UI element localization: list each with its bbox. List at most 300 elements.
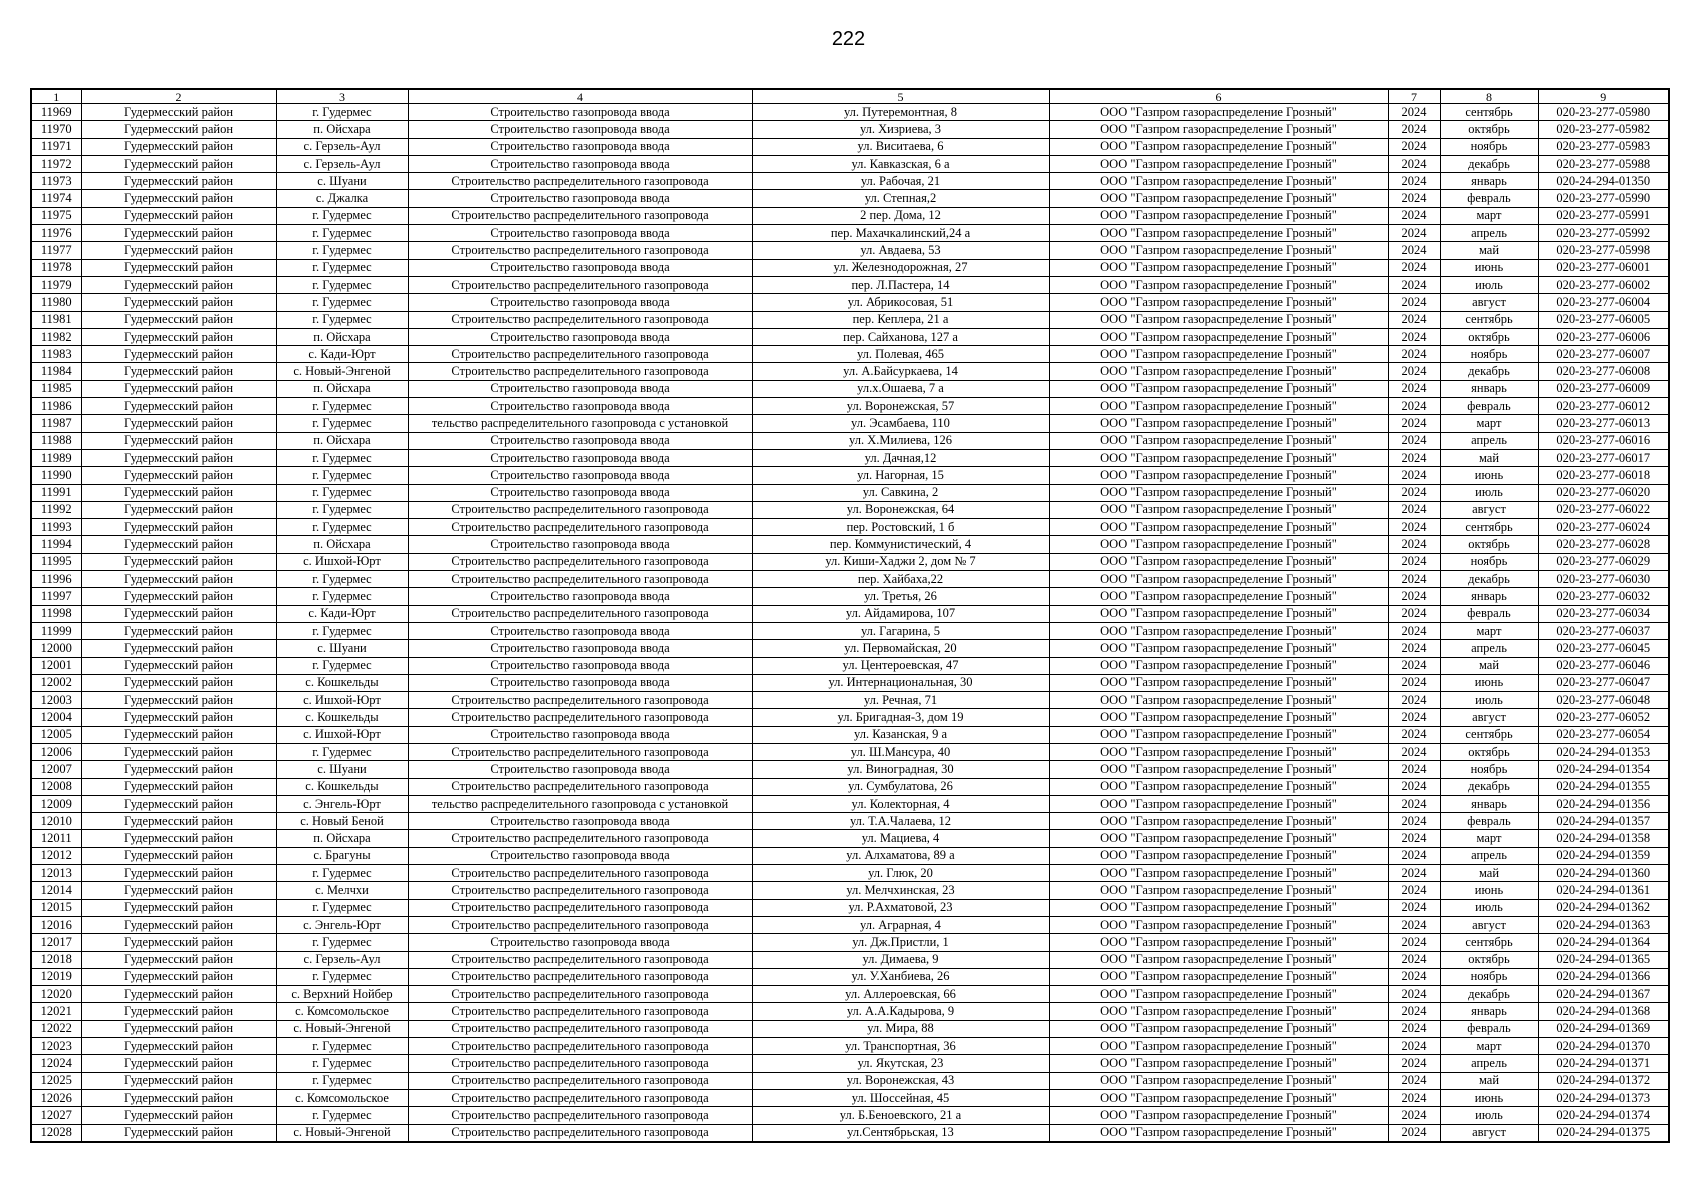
gas-pipeline-registry-table	[30, 88, 1670, 1143]
reference-code-cell: 020-24-294-01366	[1538, 968, 1669, 985]
record-number-cell: 11992	[31, 501, 81, 518]
column-header: 3	[276, 89, 408, 104]
reference-code-cell: 020-23-277-06034	[1538, 605, 1669, 622]
work-type-cell: Строительство распределительного газопровода	[408, 1124, 752, 1142]
organization-cell: ООО "Газпром газораспределение Грозный"	[1049, 571, 1388, 588]
table-row	[31, 242, 1669, 259]
address-cell: ул. Дачная,12	[752, 449, 1049, 466]
record-number-cell: 11980	[31, 294, 81, 311]
month-cell: май	[1440, 865, 1538, 882]
organization-cell: ООО "Газпром газораспределение Грозный"	[1049, 743, 1388, 760]
work-type-cell: Строительство газопровода ввода	[408, 726, 752, 743]
record-number-cell: 11971	[31, 138, 81, 155]
month-cell: июнь	[1440, 882, 1538, 899]
address-cell: ул. Айдамирова, 107	[752, 605, 1049, 622]
record-number-cell: 11988	[31, 432, 81, 449]
settlement-cell: г. Гудермес	[276, 501, 408, 518]
organization-cell: ООО "Газпром газораспределение Грозный"	[1049, 1072, 1388, 1089]
district-cell: Гудермесский район	[81, 571, 276, 588]
district-cell: Гудермесский район	[81, 916, 276, 933]
address-cell: ул. Т.А.Чалаева, 12	[752, 813, 1049, 830]
reference-code-cell: 020-23-277-06001	[1538, 259, 1669, 276]
district-cell: Гудермесский район	[81, 1020, 276, 1037]
year-cell: 2024	[1388, 899, 1440, 916]
district-cell: Гудермесский район	[81, 588, 276, 605]
table-row	[31, 536, 1669, 553]
month-cell: октябрь	[1440, 328, 1538, 345]
district-cell: Гудермесский район	[81, 346, 276, 363]
work-type-cell: Строительство газопровода ввода	[408, 449, 752, 466]
table-row	[31, 138, 1669, 155]
record-number-cell: 11983	[31, 346, 81, 363]
year-cell: 2024	[1388, 986, 1440, 1003]
table-row	[31, 467, 1669, 484]
work-type-cell: Строительство газопровода ввода	[408, 484, 752, 501]
district-cell: Гудермесский район	[81, 173, 276, 190]
organization-cell: ООО "Газпром газораспределение Грозный"	[1049, 553, 1388, 570]
organization-cell: ООО "Газпром газораспределение Грозный"	[1049, 1003, 1388, 1020]
district-cell: Гудермесский район	[81, 778, 276, 795]
settlement-cell: г. Гудермес	[276, 743, 408, 760]
settlement-cell: г. Гудермес	[276, 519, 408, 536]
settlement-cell: с. Новый-Энгеной	[276, 363, 408, 380]
record-number-cell: 11989	[31, 449, 81, 466]
year-cell: 2024	[1388, 1020, 1440, 1037]
settlement-cell: п. Ойсхара	[276, 536, 408, 553]
month-cell: январь	[1440, 1003, 1538, 1020]
year-cell: 2024	[1388, 536, 1440, 553]
settlement-cell: г. Гудермес	[276, 571, 408, 588]
address-cell: ул. Мелчхинская, 23	[752, 882, 1049, 899]
settlement-cell: г. Гудермес	[276, 415, 408, 432]
table-row	[31, 571, 1669, 588]
work-type-cell: Строительство распределительного газопровода	[408, 968, 752, 985]
organization-cell: ООО "Газпром газораспределение Грозный"	[1049, 1038, 1388, 1055]
table-row	[31, 190, 1669, 207]
district-cell: Гудермесский район	[81, 104, 276, 121]
organization-cell: ООО "Газпром газораспределение Грозный"	[1049, 674, 1388, 691]
month-cell: апрель	[1440, 1055, 1538, 1072]
organization-cell: ООО "Газпром газораспределение Грозный"	[1049, 415, 1388, 432]
page-number: 222	[831, 28, 866, 50]
record-number-cell: 12011	[31, 830, 81, 847]
year-cell: 2024	[1388, 743, 1440, 760]
work-type-cell: Строительство газопровода ввода	[408, 432, 752, 449]
year-cell: 2024	[1388, 795, 1440, 812]
table-row	[31, 294, 1669, 311]
reference-code-cell: 020-24-294-01360	[1538, 865, 1669, 882]
settlement-cell: с. Верхний Нойбер	[276, 986, 408, 1003]
year-cell: 2024	[1388, 778, 1440, 795]
table-row	[31, 692, 1669, 709]
address-cell: ул. Х.Милиева, 126	[752, 432, 1049, 449]
organization-cell: ООО "Газпром газораспределение Грозный"	[1049, 986, 1388, 1003]
table-row	[31, 674, 1669, 691]
table-row	[31, 104, 1669, 121]
district-cell: Гудермесский район	[81, 190, 276, 207]
month-cell: июнь	[1440, 674, 1538, 691]
organization-cell: ООО "Газпром газораспределение Грозный"	[1049, 605, 1388, 622]
month-cell: март	[1440, 830, 1538, 847]
table-row	[31, 1020, 1669, 1037]
year-cell: 2024	[1388, 830, 1440, 847]
year-cell: 2024	[1388, 657, 1440, 674]
settlement-cell: с. Мелчхи	[276, 882, 408, 899]
address-cell: пер. Л.Пастера, 14	[752, 276, 1049, 293]
work-type-cell: Строительство газопровода ввода	[408, 225, 752, 242]
address-cell: ул. А.А.Кадырова, 9	[752, 1003, 1049, 1020]
record-number-cell: 11997	[31, 588, 81, 605]
table-row	[31, 328, 1669, 345]
reference-code-cell: 020-24-294-01363	[1538, 916, 1669, 933]
district-cell: Гудермесский район	[81, 1089, 276, 1106]
district-cell: Гудермесский район	[81, 553, 276, 570]
reference-code-cell: 020-24-294-01350	[1538, 173, 1669, 190]
settlement-cell: г. Гудермес	[276, 1038, 408, 1055]
organization-cell: ООО "Газпром газораспределение Грозный"	[1049, 640, 1388, 657]
reference-code-cell: 020-23-277-06016	[1538, 432, 1669, 449]
record-number-cell: 11984	[31, 363, 81, 380]
district-cell: Гудермесский район	[81, 311, 276, 328]
reference-code-cell: 020-23-277-05991	[1538, 207, 1669, 224]
record-number-cell: 11982	[31, 328, 81, 345]
year-cell: 2024	[1388, 294, 1440, 311]
settlement-cell: п. Ойсхара	[276, 830, 408, 847]
work-type-cell: Строительство газопровода ввода	[408, 657, 752, 674]
settlement-cell: п. Ойсхара	[276, 328, 408, 345]
organization-cell: ООО "Газпром газораспределение Грозный"	[1049, 951, 1388, 968]
organization-cell: ООО "Газпром газораспределение Грозный"	[1049, 916, 1388, 933]
address-cell: ул. Б.Беноевского, 21 а	[752, 1107, 1049, 1124]
month-cell: август	[1440, 1124, 1538, 1142]
organization-cell: ООО "Газпром газораспределение Грозный"	[1049, 501, 1388, 518]
year-cell: 2024	[1388, 640, 1440, 657]
district-cell: Гудермесский район	[81, 328, 276, 345]
table-row	[31, 1003, 1669, 1020]
month-cell: сентябрь	[1440, 311, 1538, 328]
reference-code-cell: 020-24-294-01373	[1538, 1089, 1669, 1106]
table-row	[31, 622, 1669, 639]
table-row	[31, 847, 1669, 864]
record-number-cell: 12009	[31, 795, 81, 812]
year-cell: 2024	[1388, 104, 1440, 121]
record-number-cell: 12022	[31, 1020, 81, 1037]
table-row	[31, 346, 1669, 363]
column-header: 7	[1388, 89, 1440, 104]
address-cell: пер. Коммунистический, 4	[752, 536, 1049, 553]
settlement-cell: г. Гудермес	[276, 104, 408, 121]
month-cell: ноябрь	[1440, 346, 1538, 363]
organization-cell: ООО "Газпром газораспределение Грозный"	[1049, 657, 1388, 674]
organization-cell: ООО "Газпром газораспределение Грозный"	[1049, 432, 1388, 449]
reference-code-cell: 020-24-294-01354	[1538, 761, 1669, 778]
record-number-cell: 11973	[31, 173, 81, 190]
address-cell: ул. Хизриева, 3	[752, 121, 1049, 138]
table-row	[31, 726, 1669, 743]
address-cell: ул. Димаева, 9	[752, 951, 1049, 968]
settlement-cell: г. Гудермес	[276, 899, 408, 916]
year-cell: 2024	[1388, 865, 1440, 882]
work-type-cell: Строительство распределительного газопровода	[408, 311, 752, 328]
record-number-cell: 12006	[31, 743, 81, 760]
year-cell: 2024	[1388, 225, 1440, 242]
month-cell: ноябрь	[1440, 761, 1538, 778]
work-type-cell: Строительство газопровода ввода	[408, 155, 752, 172]
year-cell: 2024	[1388, 276, 1440, 293]
month-cell: январь	[1440, 588, 1538, 605]
organization-cell: ООО "Газпром газораспределение Грозный"	[1049, 467, 1388, 484]
address-cell: ул. Виноградная, 30	[752, 761, 1049, 778]
organization-cell: ООО "Газпром газораспределение Грозный"	[1049, 207, 1388, 224]
record-number-cell: 11987	[31, 415, 81, 432]
organization-cell: ООО "Газпром газораспределение Грозный"	[1049, 155, 1388, 172]
work-type-cell: Строительство распределительного газопровода	[408, 1107, 752, 1124]
district-cell: Гудермесский район	[81, 865, 276, 882]
organization-cell: ООО "Газпром газораспределение Грозный"	[1049, 934, 1388, 951]
table-row	[31, 605, 1669, 622]
year-cell: 2024	[1388, 501, 1440, 518]
settlement-cell: г. Гудермес	[276, 259, 408, 276]
address-cell: ул. Аграрная, 4	[752, 916, 1049, 933]
month-cell: май	[1440, 242, 1538, 259]
table-row	[31, 380, 1669, 397]
district-cell: Гудермесский район	[81, 363, 276, 380]
work-type-cell: Строительство распределительного газопровода	[408, 1020, 752, 1037]
record-number-cell: 11986	[31, 398, 81, 415]
organization-cell: ООО "Газпром газораспределение Грозный"	[1049, 449, 1388, 466]
table-body	[31, 104, 1669, 1142]
district-cell: Гудермесский район	[81, 449, 276, 466]
record-number-cell: 11970	[31, 121, 81, 138]
reference-code-cell: 020-24-294-01356	[1538, 795, 1669, 812]
record-number-cell: 12001	[31, 657, 81, 674]
district-cell: Гудермесский район	[81, 276, 276, 293]
address-cell: ул. Воронежская, 64	[752, 501, 1049, 518]
table-row	[31, 1055, 1669, 1072]
record-number-cell: 12010	[31, 813, 81, 830]
work-type-cell: Строительство распределительного газопровода	[408, 709, 752, 726]
work-type-cell: Строительство распределительного газопровода	[408, 1055, 752, 1072]
work-type-cell: Строительство распределительного газопровода	[408, 363, 752, 380]
district-cell: Гудермесский район	[81, 1038, 276, 1055]
month-cell: апрель	[1440, 640, 1538, 657]
reference-code-cell: 020-24-294-01357	[1538, 813, 1669, 830]
settlement-cell: г. Гудермес	[276, 242, 408, 259]
settlement-cell: с. Новый-Энгеной	[276, 1124, 408, 1142]
table-row	[31, 225, 1669, 242]
record-number-cell: 12003	[31, 692, 81, 709]
year-cell: 2024	[1388, 605, 1440, 622]
record-number-cell: 11991	[31, 484, 81, 501]
organization-cell: ООО "Газпром газораспределение Грозный"	[1049, 328, 1388, 345]
year-cell: 2024	[1388, 709, 1440, 726]
record-number-cell: 12027	[31, 1107, 81, 1124]
settlement-cell: с. Шуани	[276, 761, 408, 778]
settlement-cell: с. Герзель-Аул	[276, 951, 408, 968]
address-cell: ул. Центероевская, 47	[752, 657, 1049, 674]
record-number-cell: 12017	[31, 934, 81, 951]
table-row	[31, 484, 1669, 501]
reference-code-cell: 020-23-277-06013	[1538, 415, 1669, 432]
year-cell: 2024	[1388, 813, 1440, 830]
year-cell: 2024	[1388, 1089, 1440, 1106]
year-cell: 2024	[1388, 622, 1440, 639]
address-cell: ул. Абрикосовая, 51	[752, 294, 1049, 311]
table-row	[31, 916, 1669, 933]
record-number-cell: 12013	[31, 865, 81, 882]
month-cell: июль	[1440, 276, 1538, 293]
work-type-cell: Строительство газопровода ввода	[408, 761, 752, 778]
district-cell: Гудермесский район	[81, 1124, 276, 1142]
organization-cell: ООО "Газпром газораспределение Грозный"	[1049, 1020, 1388, 1037]
work-type-cell: Строительство газопровода ввода	[408, 259, 752, 276]
address-cell: ул. Нагорная, 15	[752, 467, 1049, 484]
district-cell: Гудермесский район	[81, 726, 276, 743]
reference-code-cell: 020-23-277-06045	[1538, 640, 1669, 657]
work-type-cell: Строительство распределительного газопровода	[408, 173, 752, 190]
record-number-cell: 12008	[31, 778, 81, 795]
year-cell: 2024	[1388, 882, 1440, 899]
month-cell: июль	[1440, 692, 1538, 709]
reference-code-cell: 020-23-277-06009	[1538, 380, 1669, 397]
year-cell: 2024	[1388, 1038, 1440, 1055]
organization-cell: ООО "Газпром газораспределение Грозный"	[1049, 346, 1388, 363]
district-cell: Гудермесский район	[81, 519, 276, 536]
address-cell: ул. Степная,2	[752, 190, 1049, 207]
organization-cell: ООО "Газпром газораспределение Грозный"	[1049, 225, 1388, 242]
district-cell: Гудермесский район	[81, 605, 276, 622]
month-cell: сентябрь	[1440, 726, 1538, 743]
table-row	[31, 1038, 1669, 1055]
table-row	[31, 155, 1669, 172]
column-header: 4	[408, 89, 752, 104]
settlement-cell: г. Гудермес	[276, 294, 408, 311]
organization-cell: ООО "Газпром газораспределение Грозный"	[1049, 899, 1388, 916]
table-row	[31, 1124, 1669, 1142]
address-cell: ул. Киши-Хаджи 2, дом № 7	[752, 553, 1049, 570]
organization-cell: ООО "Газпром газораспределение Грозный"	[1049, 1055, 1388, 1072]
month-cell: октябрь	[1440, 121, 1538, 138]
reference-code-cell: 020-23-277-05982	[1538, 121, 1669, 138]
work-type-cell: Строительство распределительного газопровода	[408, 865, 752, 882]
settlement-cell: с. Новый-Энгеной	[276, 1020, 408, 1037]
settlement-cell: с. Энгель-Юрт	[276, 916, 408, 933]
table-row	[31, 778, 1669, 795]
settlement-cell: г. Гудермес	[276, 225, 408, 242]
district-cell: Гудермесский район	[81, 709, 276, 726]
month-cell: сентябрь	[1440, 934, 1538, 951]
record-number-cell: 11990	[31, 467, 81, 484]
month-cell: июнь	[1440, 1089, 1538, 1106]
address-cell: ул. Полевая, 465	[752, 346, 1049, 363]
district-cell: Гудермесский район	[81, 795, 276, 812]
record-number-cell: 11993	[31, 519, 81, 536]
record-number-cell: 12016	[31, 916, 81, 933]
address-cell: 2 пер. Дома, 12	[752, 207, 1049, 224]
year-cell: 2024	[1388, 190, 1440, 207]
work-type-cell: Строительство газопровода ввода	[408, 380, 752, 397]
address-cell: ул. Первомайская, 20	[752, 640, 1049, 657]
reference-code-cell: 020-23-277-06005	[1538, 311, 1669, 328]
year-cell: 2024	[1388, 380, 1440, 397]
district-cell: Гудермесский район	[81, 622, 276, 639]
organization-cell: ООО "Газпром газораспределение Грозный"	[1049, 311, 1388, 328]
organization-cell: ООО "Газпром газораспределение Грозный"	[1049, 121, 1388, 138]
work-type-cell: Строительство распределительного газопровода	[408, 501, 752, 518]
settlement-cell: г. Гудермес	[276, 1107, 408, 1124]
month-cell: февраль	[1440, 1020, 1538, 1037]
table-row	[31, 865, 1669, 882]
address-cell: ул. Мациева, 4	[752, 830, 1049, 847]
table-row	[31, 1072, 1669, 1089]
reference-code-cell: 020-23-277-05980	[1538, 104, 1669, 121]
table-row	[31, 432, 1669, 449]
record-number-cell: 11977	[31, 242, 81, 259]
district-cell: Гудермесский район	[81, 225, 276, 242]
record-number-cell: 12028	[31, 1124, 81, 1142]
district-cell: Гудермесский район	[81, 121, 276, 138]
district-cell: Гудермесский район	[81, 986, 276, 1003]
address-cell: ул. Ш.Мансура, 40	[752, 743, 1049, 760]
address-cell: ул. Шоссейная, 45	[752, 1089, 1049, 1106]
organization-cell: ООО "Газпром газораспределение Грозный"	[1049, 813, 1388, 830]
address-cell: ул. Якутская, 23	[752, 1055, 1049, 1072]
work-type-cell: Строительство газопровода ввода	[408, 934, 752, 951]
reference-code-cell: 020-23-277-05988	[1538, 155, 1669, 172]
year-cell: 2024	[1388, 173, 1440, 190]
table-row	[31, 311, 1669, 328]
record-number-cell: 11975	[31, 207, 81, 224]
record-number-cell: 12024	[31, 1055, 81, 1072]
work-type-cell: Строительство распределительного газопровода	[408, 743, 752, 760]
district-cell: Гудермесский район	[81, 484, 276, 501]
year-cell: 2024	[1388, 363, 1440, 380]
table-row	[31, 934, 1669, 951]
settlement-cell: г. Гудермес	[276, 311, 408, 328]
settlement-cell: с. Комсомольское	[276, 1089, 408, 1106]
reference-code-cell: 020-24-294-01375	[1538, 1124, 1669, 1142]
reference-code-cell: 020-24-294-01365	[1538, 951, 1669, 968]
year-cell: 2024	[1388, 1124, 1440, 1142]
year-cell: 2024	[1388, 242, 1440, 259]
settlement-cell: с. Ишхой-Юрт	[276, 553, 408, 570]
table-row	[31, 899, 1669, 916]
table-row	[31, 761, 1669, 778]
month-cell: август	[1440, 916, 1538, 933]
organization-cell: ООО "Газпром газораспределение Грозный"	[1049, 882, 1388, 899]
month-cell: апрель	[1440, 847, 1538, 864]
month-cell: ноябрь	[1440, 553, 1538, 570]
settlement-cell: с. Кади-Юрт	[276, 346, 408, 363]
month-cell: сентябрь	[1440, 519, 1538, 536]
settlement-cell: г. Гудермес	[276, 276, 408, 293]
district-cell: Гудермесский район	[81, 743, 276, 760]
settlement-cell: г. Гудермес	[276, 657, 408, 674]
month-cell: август	[1440, 501, 1538, 518]
record-number-cell: 12004	[31, 709, 81, 726]
settlement-cell: с. Ишхой-Юрт	[276, 726, 408, 743]
settlement-cell: г. Гудермес	[276, 207, 408, 224]
district-cell: Гудермесский район	[81, 674, 276, 691]
record-number-cell: 12018	[31, 951, 81, 968]
month-cell: апрель	[1440, 225, 1538, 242]
record-number-cell: 11969	[31, 104, 81, 121]
district-cell: Гудермесский район	[81, 138, 276, 155]
table-row	[31, 743, 1669, 760]
settlement-cell: с. Джалка	[276, 190, 408, 207]
month-cell: декабрь	[1440, 155, 1538, 172]
settlement-cell: г. Гудермес	[276, 622, 408, 639]
